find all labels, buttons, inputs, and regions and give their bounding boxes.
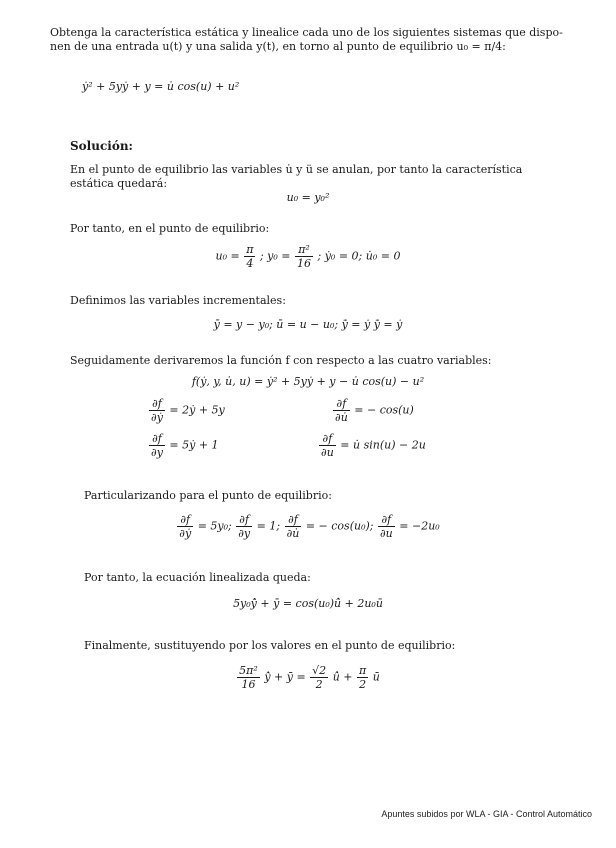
u0-label: u₀ =: [215, 249, 240, 263]
eq-partial-u-denominator: ∂u: [379, 527, 393, 540]
eq-partial-ydot-numerator: ∂f: [177, 513, 193, 527]
partial-derivative-ydot: [148, 397, 225, 424]
final-coef-c-denominator: 2: [359, 678, 367, 691]
eq-partial-u-numerator: ∂f: [378, 513, 395, 527]
eq-partial-u-fraction: [378, 513, 395, 540]
final-term-a: ẏ̂ + ȳ =: [264, 670, 306, 684]
equilibrium-point-equation: [0, 243, 616, 270]
eq-partial-y-result: = 1;: [256, 519, 281, 533]
eq-partial-y-fraction: [236, 513, 252, 540]
partial-u-result: = u̇ sin(u) − 2u: [340, 438, 426, 452]
solution-paragraph-1: [70, 163, 560, 191]
partial-udot-numerator: ∂f: [333, 397, 350, 411]
eq-partial-ydot-denominator: ∂ẏ: [179, 527, 192, 540]
final-term-c: ū: [372, 670, 380, 684]
eq-partial-ydot-result: = 5y₀;: [197, 519, 232, 533]
partial-y-denominator: ∂y: [151, 446, 163, 459]
solution-paragraph-4: Seguidamente derivaremos la función f con respecto a las cuatro variables:: [70, 354, 492, 367]
partial-udot-fraction: [333, 397, 350, 424]
final-term-b: û̇ +: [332, 670, 353, 684]
final-coef-a-numerator: 5π²: [239, 664, 258, 677]
partial-derivative-y: [148, 432, 219, 459]
solution-paragraph-5: Particularizando para el punto de equilibrio:: [84, 489, 332, 502]
eq-partial-udot-result: = − cos(u₀);: [305, 519, 374, 533]
partial-y-numerator: ∂f: [149, 432, 165, 446]
problem-line-2: nen de una entrada u(t) y una salida y(t), en torno al punto de equilibrio u₀ = π/4:: [50, 40, 506, 53]
final-coef-b-numerator: √2: [312, 664, 327, 677]
function-definition: f(ẏ, y, u̇, u) = ẏ² + 5yẏ + y − u̇ cos(u) − u²: [191, 375, 425, 388]
final-coef-a-denominator: 16: [241, 678, 256, 691]
solution-paragraph-3: Definimos las variables incrementales:: [70, 294, 286, 307]
final-coef-a-fraction: [237, 664, 260, 691]
y0-label: ; y₀ =: [259, 249, 291, 263]
final-linearized-equation: [0, 664, 616, 691]
problem-statement: [50, 26, 570, 54]
partial-y-result: = 5ẏ + 1: [169, 438, 219, 452]
solution-paragraph-2: Por tanto, en el punto de equilibrio:: [70, 222, 270, 235]
y0-fraction: [295, 243, 313, 270]
problem-line-1: Obtenga la característica estática y linealice cada uno de los siguientes sistemas que dispo-: [50, 26, 563, 39]
page-footer: Apuntes subidos por WLA - GIA - Control Automático: [381, 809, 592, 819]
equilibrium-partials-equation: [0, 513, 616, 540]
problem-equation: ẏ² + 5yẏ + y = u̇ cos(u) + u²: [82, 80, 240, 93]
partial-y-fraction: [149, 432, 165, 459]
solution-paragraph-6: Por tanto, la ecuación linealizada queda:: [84, 571, 311, 584]
linearized-equation: 5y₀ẏ̂ + ȳ = cos(u₀)û̇ + 2u₀ū: [233, 597, 383, 610]
partial-ydot-fraction: [149, 397, 165, 424]
partial-ydot-numerator: ∂f: [149, 397, 165, 411]
partial-derivative-u: [318, 432, 426, 459]
partial-udot-result: = − cos(u): [354, 403, 414, 417]
u0-numerator: π: [246, 243, 254, 256]
final-coef-b-fraction: [310, 664, 328, 691]
solution-p1-line-1: En el punto de equilibrio las variables u̇ y ü se anulan, por tanto la característica: [70, 163, 523, 176]
eq-partial-y-numerator: ∂f: [236, 513, 252, 527]
u0-fraction: [244, 243, 255, 270]
eq-partial-ydot-fraction: [177, 513, 193, 540]
incremental-variables-equation: ȳ = y − y₀; ū = u − u₀; ẏ̄ = ẏ ẏ̄ = ẏ: [213, 318, 403, 331]
solution-heading: Solución:: [70, 139, 133, 153]
eq-partial-udot-denominator: ∂u̇: [286, 527, 300, 540]
eq-partial-u-result: = −2u₀: [399, 519, 440, 533]
eq-partial-udot-numerator: ∂f: [285, 513, 302, 527]
partial-u-numerator: ∂f: [319, 432, 336, 446]
final-coef-b-denominator: 2: [315, 678, 323, 691]
solution-p1-line-2: estática quedará:: [70, 177, 168, 190]
solution-paragraph-7: Finalmente, sustituyendo por los valores en el punto de equilibrio:: [84, 639, 456, 652]
final-coef-c-fraction: [357, 664, 368, 691]
partial-ydot-denominator: ∂ẏ: [151, 411, 163, 424]
static-characteristic-equation: u₀ = y₀²: [286, 191, 330, 204]
y0-numerator: π²: [295, 243, 313, 257]
partial-derivative-udot: [332, 397, 414, 424]
partial-u-fraction: [319, 432, 336, 459]
partial-u-denominator: ∂u: [321, 446, 334, 459]
u0-denominator: 4: [246, 257, 254, 270]
partial-ydot-result: = 2ẏ + 5y: [169, 403, 225, 417]
eq-partial-y-denominator: ∂y: [238, 527, 251, 540]
partial-udot-denominator: ∂u̇: [335, 411, 348, 424]
y0-denominator: 16: [297, 257, 312, 270]
eq-partial-udot-fraction: [285, 513, 302, 540]
final-coef-c-numerator: π: [359, 664, 367, 677]
derivatives-at-equilibrium: ; ẏ₀ = 0; u̇₀ = 0: [317, 249, 401, 263]
